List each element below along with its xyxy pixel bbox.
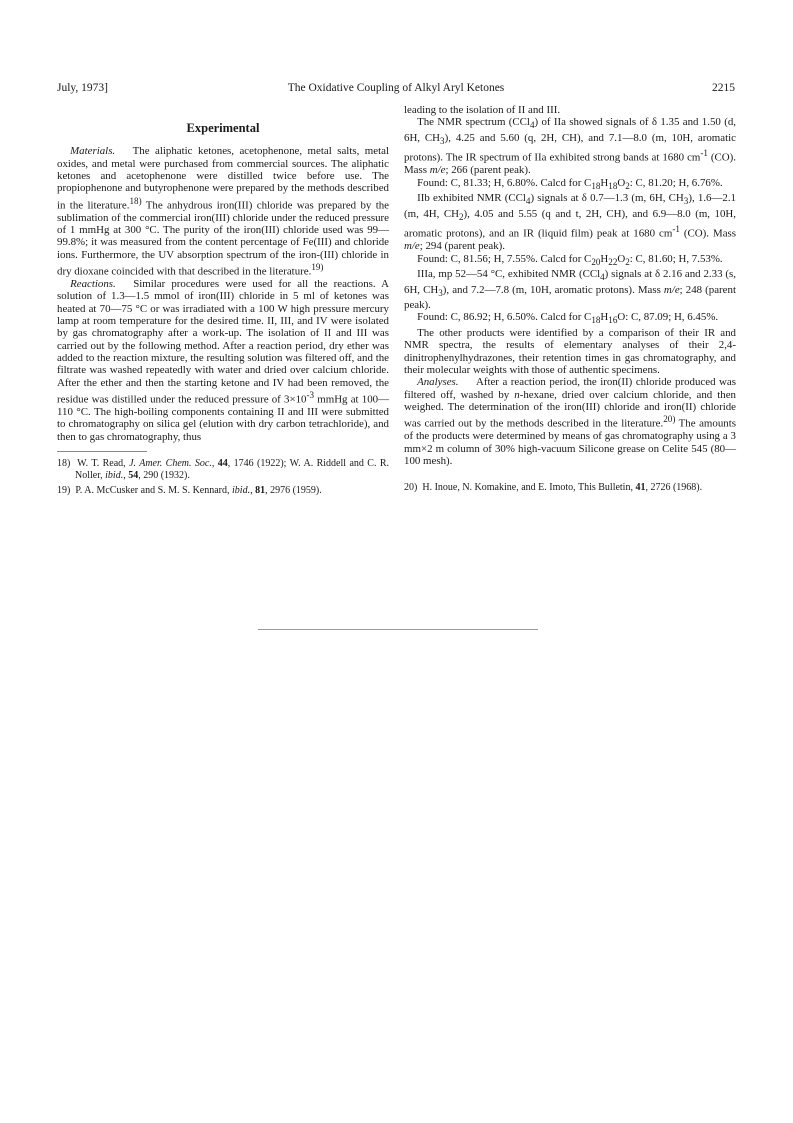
end-of-article-rule — [258, 629, 538, 630]
paragraph-iib-found: Found: C, 81.56; H, 7.55%. Calcd for $C_{20}H_{22}O_2$: C, 81.60; H, 7.53%. — [417, 252, 723, 267]
runin-analyses: Analyses. — [417, 376, 459, 389]
footnote-20: 20) H. Inoue, N. Komakine, and E. Imoto, This Bulletin, 41, 2726 (1968). — [404, 482, 703, 494]
footnotes-right — [404, 482, 736, 494]
right-column — [404, 104, 736, 497]
left-column — [57, 104, 389, 499]
paragraph-materials — [57, 145, 389, 278]
header-date: July, 1973] — [57, 82, 109, 94]
paragraph-iia-nmr: The NMR spectrum (CCl$_4$) of IIa showed signals of δ 1.35 and 1.50 (d, 6H, $CH_3$), 4.25 and 5.60 (q, 2H, CH), and 7.1—8.0 (m, 10H, aromatic protons). The IR spectrum of IIa exhibited strong bands at 1680 $cm^{-1}$ (CO). Mass m/e; 266 (parent peak). — [404, 116, 737, 177]
ref-20: 20) — [663, 414, 676, 425]
paragraph-iiia-nmr: IIIa, mp 52—54 °C, exhibited NMR (CCl$_4$) signals at δ 2.16 and 2.33 (s, 6H, $CH_3$), and 7.2—7.8 (m, 10H, aromatic protons). Mass m/e; 248 (parent peak). — [404, 268, 736, 312]
footnote-19: 19) P. A. McCusker and S. M. S. Kennard, ibid., 81, 2976 (1959). — [57, 484, 322, 496]
paragraph-continuation: leading to the isolation of II and III. — [404, 104, 561, 116]
header-title: The Oxidative Coupling of Alkyl Aryl Ketones — [287, 82, 505, 94]
ref-19: 19) — [311, 262, 324, 273]
runin-materials: Materials. — [70, 145, 116, 158]
footnotes-left — [57, 458, 389, 497]
paragraph-reactions — [57, 278, 389, 443]
paragraph-iib-nmr: IIb exhibited NMR (CCl$_4$) signals at δ 0.7—1.3 (m, 6H, $CH_3$), 1.6—2.1 (m, 4H, $CH_2$), 4.05 and 5.55 (q and t, 2H, CH), and 6.9—8.0 (m, 10H, aromatic protons), and an IR (liquid film) peak at 1680 $cm^{-1}$ (CO). Mass m/e; 294 (parent peak). — [404, 192, 737, 253]
ref-18: 18) — [129, 195, 142, 206]
reactions-text: Similar procedures were used for all the reactions. A solution of 1.3—1.5 mmol of iron(III) chloride in 5 ml of ketones was heated at 70—75 °C or was irradiated with a 100 W high pressure mercury lamp at room temperature for the desired time. II, III, and IV were isolated by gas chromatography after a work-up. The isolation of II and III was carried out by the following method. After a reaction period, dry ether was added to the reaction mixture, the resulting solution was filtered off, and the filtrate was washed repeatedly with water and dried over calcium chloride. After the ether and then the starting ketone and IV had been removed, the residue was distilled under the reduced pressure of 3×10 — [57, 278, 389, 406]
footnote-18: 18) W. T. Read, J. Amer. Chem. Soc., 44, 1746 (1922); W. A. Riddell and C. R. Noller, ibid., 54, 290 (1932). — [57, 458, 389, 482]
section-heading-experimental: Experimental — [186, 121, 260, 135]
paragraph-analyses: Analyses. After a reaction period, the iron(II) chloride produced was filtered off, washed by n-hexane, dried over calcium chloride, and then weighed. The determination of the iron(III) chloride and iron(II) chloride was carried out by the methods described in the literature.$^{20)}$ The amounts of the products were determined by means of gas chromatography using a 3 mm×2 m column of 30% high-vacuum Silicone grease on Celite 545 (80—100 mesh). — [404, 376, 736, 468]
materials-text-2: The anhydrous iron(III) chloride was prepared by the sublimation of the commercial iron(III) chloride under the reduced pressure of 1 mmHg at 300 °C. The purity of the iron(III) chloride used was 99—99.8%; it was measured from the content percentage of Fe(III) and chloride ions. Furthermore, the UV absorption spectrum of the iron-(III) chloride in dry dioxane coincided with that described in the literature. — [57, 199, 389, 278]
page-number: 2215 — [712, 82, 735, 94]
footnote-rule — [57, 451, 147, 452]
materials-text: The aliphatic ketones, acetophenone, metal salts, metal oxides, and metal were purchased from commercial sources. The aliphatic ketones and acetophenone were distilled twice before use. The propiophenone and butyrophenone were prepared by the methods described in the literature. — [57, 145, 389, 212]
paragraph-iiia-found: Found: C, 86.92; H, 6.50%. Calcd for $C_{18}H_{16}O$: C, 87.09; H, 6.45%. — [417, 311, 719, 326]
running-header — [57, 82, 735, 98]
paragraph-iia-found: Found: C, 81.33; H, 6.80%. Calcd for $C_{18}H_{18}O_2$: C, 81.20; H, 6.76%. — [417, 176, 723, 191]
paragraph-identification: The other products were identified by a comparison of their IR and NMR spectra, the results of elementary analyses of their 2,4-dinitrophenylhydrazones, their retention times in gas chromatography, and their molecular weights with those of authentic specimens. — [404, 326, 736, 376]
reactions-exponent: -3 — [306, 390, 315, 401]
runin-reactions: Reactions. — [70, 278, 116, 291]
reactions-text-2: mmHg at 100—110 °C. The high-boiling components containing II and III were submitted to chromatography on silica gel (elution with dry carbon tetrachloride), and then to gas chromatography, thus — [57, 393, 389, 443]
